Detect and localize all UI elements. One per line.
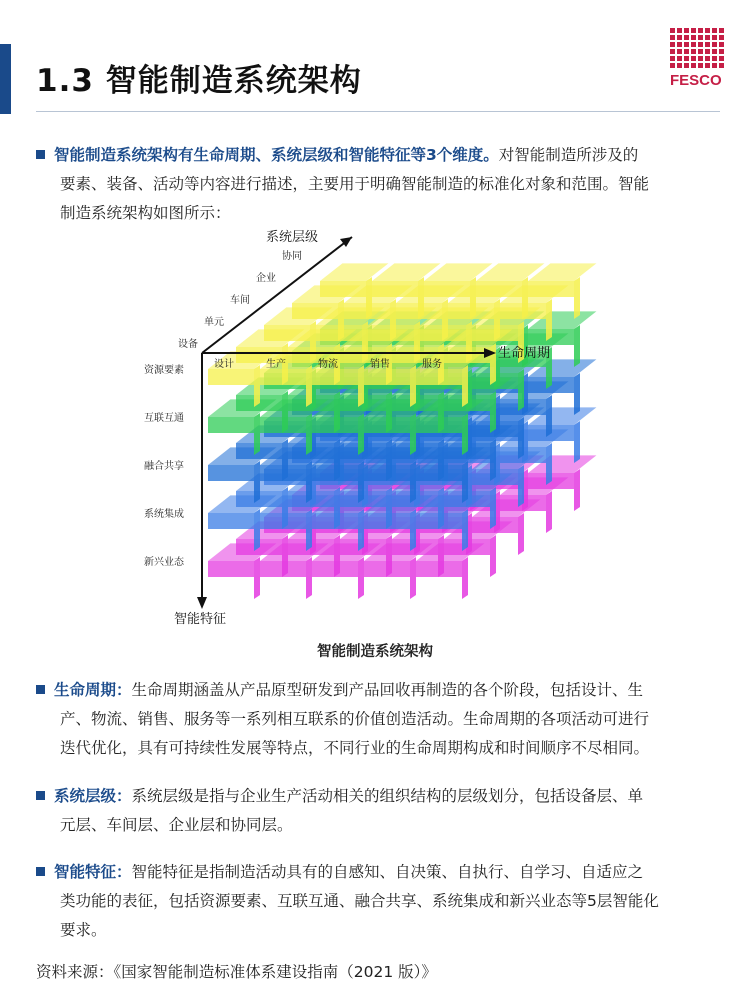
lattice-slab-front <box>312 417 358 433</box>
lattice-slab-front <box>260 561 306 577</box>
lattice-slab-fin <box>410 509 416 551</box>
lattice-slab-fin <box>546 299 552 341</box>
lattice-slab-front <box>416 369 462 385</box>
intro-paragraph <box>36 141 716 228</box>
section-lifecycle <box>36 676 716 763</box>
lattice-slab-front <box>364 561 410 577</box>
lattice-slab-fin <box>254 509 260 551</box>
lattice-slab-fin <box>358 557 364 599</box>
intelligence-feature-label: 新兴业态 <box>144 557 184 568</box>
section-lifecycle-line2: 产、物流、销售、服务等一系列相互联系的价值创造活动。生命周期的各项活动可进行 <box>60 710 650 728</box>
lattice-slab-fin <box>254 413 260 455</box>
lifecycle-stage-label: 服务 <box>422 359 442 370</box>
lattice-slab-fin <box>462 461 468 503</box>
lattice-slab-fin <box>518 513 524 555</box>
lattice-slab-fin <box>462 509 468 551</box>
lifecycle-stage-label: 生产 <box>266 359 286 370</box>
lattice-slab-fin <box>358 365 364 407</box>
section-intelligence <box>36 858 716 945</box>
intelligence-feature-label: 融合共享 <box>144 461 184 472</box>
lattice-slab-fin <box>410 365 416 407</box>
fesco-logo <box>670 28 726 89</box>
intro-lead: 智能制造系统架构有生命周期、系统层级和智能特征等3个维度。 <box>54 146 499 164</box>
lattice-slab-front <box>364 417 410 433</box>
diagram-caption: 智能制造系统架构 <box>317 644 433 660</box>
section-lifecycle-line3: 迭代优化，具有可持续性发展等特点，不同行业的生命周期构成和时间顺序不尽相同。 <box>60 739 650 757</box>
lattice-slab-fin <box>306 557 312 599</box>
lattice-slab-fin <box>574 469 580 511</box>
section-intelligence-line2: 类功能的表征，包括资源要素、互联互通、融合共享、系统集成和新兴业态等5层智能化 <box>60 892 659 910</box>
lattice-slab-fin <box>546 443 552 485</box>
lattice-slab-front <box>208 513 254 529</box>
intelligence-feature-label: 互联互通 <box>144 413 184 424</box>
lattice-slab-front <box>312 369 358 385</box>
lattice-slab-fin <box>574 421 580 463</box>
lattice-slab-front <box>364 465 410 481</box>
section-lifecycle-line1: 生命周期涵盖从产品原型研发到产品回收再制造的各个阶段，包括设计、生 <box>131 681 644 699</box>
lattice-slab-fin <box>546 395 552 437</box>
lattice-slab-fin <box>574 325 580 367</box>
system-level-label: 单元 <box>204 317 224 328</box>
lattice-slab-fin <box>306 413 312 455</box>
section-system-levels-line1: 系统层级是指与企业生产活动相关的组织结构的层级划分，包括设备层、单 <box>131 787 644 805</box>
system-level-label: 企业 <box>256 273 276 284</box>
lattice-slab-front <box>208 465 254 481</box>
bullet-square-icon <box>36 867 45 876</box>
lattice-slab-front <box>260 513 306 529</box>
lattice-slab-fin <box>518 465 524 507</box>
lattice-slab-fin <box>358 461 364 503</box>
title-accent-bar <box>0 44 11 114</box>
lattice-slab-fin <box>518 369 524 411</box>
lattice-slab-fin <box>254 461 260 503</box>
lattice-slab-front <box>416 417 462 433</box>
lattice-slab-fin <box>306 509 312 551</box>
title-divider <box>36 111 720 112</box>
section-system-levels-line2: 元层、车间层、企业层和协同层。 <box>60 816 293 834</box>
intelligence-arrowhead <box>197 597 207 609</box>
lifecycle-stage-label: 设计 <box>214 359 234 370</box>
lattice-slab-front <box>208 417 254 433</box>
section-intelligence-lead: 智能特征： <box>54 863 132 881</box>
lattice-slab-fin <box>306 461 312 503</box>
lattice-slab-fin <box>490 439 496 481</box>
lattice-slab-fin <box>254 365 260 407</box>
logo-text: FESCO <box>670 72 722 89</box>
intelligence-axis-label: 智能特征 <box>174 612 227 627</box>
lattice-slab-front <box>208 369 254 385</box>
lattice-slab-fin <box>518 417 524 459</box>
lattice-slab-fin <box>358 413 364 455</box>
lattice-slab-fin <box>358 509 364 551</box>
lattice-slab-front <box>416 513 462 529</box>
bullet-square-icon <box>36 791 45 800</box>
lattice-slab-front <box>416 465 462 481</box>
lattice-slab-fin <box>462 557 468 599</box>
intelligence-feature-label: 资源要素 <box>144 365 184 376</box>
bullet-square-icon <box>36 150 45 159</box>
lattice-slab-front <box>364 513 410 529</box>
architecture-diagram-svg <box>130 225 600 635</box>
lattice-slab-fin <box>410 557 416 599</box>
lattice-slab-front <box>208 561 254 577</box>
lattice-slab-front <box>312 561 358 577</box>
lattice-slab-fin <box>490 535 496 577</box>
bullet-square-icon <box>36 685 45 694</box>
lattice-slab-front <box>260 417 306 433</box>
system-levels-axis-label: 系统层级 <box>266 230 319 245</box>
page-title: 1.3 智能制造系统架构 <box>36 63 362 99</box>
lifecycle-stage-label: 物流 <box>318 359 338 370</box>
intro-text-line3: 制造系统架构如图所示： <box>60 204 231 222</box>
lattice-slab-front <box>312 513 358 529</box>
lattice-slab-fin <box>490 487 496 529</box>
section-system-levels <box>36 782 716 840</box>
section-intelligence-line1: 智能特征是指制造活动具有的自感知、自决策、自执行、自学习、自适应之 <box>131 863 644 881</box>
lattice-slab-front <box>364 369 410 385</box>
lattice-slab-fin <box>490 343 496 385</box>
lattice-slab-front <box>260 369 306 385</box>
lattice-slab-front <box>260 465 306 481</box>
logo-dot-grid <box>670 28 726 68</box>
lattice-slab-fin <box>490 391 496 433</box>
lattice-slab-front <box>416 561 462 577</box>
lattice-slab-fin <box>462 365 468 407</box>
lattice-slab-front <box>312 465 358 481</box>
section-system-levels-lead: 系统层级： <box>54 787 132 805</box>
lattice-slab-fin <box>254 557 260 599</box>
lifecycle-stage-label: 销售 <box>370 359 390 370</box>
lattice-slab-fin <box>574 277 580 319</box>
source-note: 资料来源：《国家智能制造标准体系建设指南（2021 版）》 <box>36 963 437 981</box>
lattice-slab-fin <box>546 491 552 533</box>
system-level-label: 设备 <box>178 339 198 350</box>
intelligence-feature-label: 系统集成 <box>144 509 184 520</box>
section-lifecycle-lead: 生命周期： <box>54 681 132 699</box>
lattice-slab-fin <box>574 373 580 415</box>
section-intelligence-line3: 要求。 <box>60 921 107 939</box>
architecture-diagram <box>130 225 600 635</box>
intro-text-line1: 对智能制造所涉及的 <box>498 146 639 164</box>
lattice-slab-fin <box>410 461 416 503</box>
intro-text-line2: 要素、装备、活动等内容进行描述，主要用于明确智能制造的标准化对象和范围。智能 <box>60 175 650 193</box>
lifecycle-axis-label: 生命周期 <box>498 346 551 361</box>
system-level-label: 协同 <box>282 251 302 262</box>
lattice-slab-fin <box>410 413 416 455</box>
system-level-label: 车间 <box>230 295 250 306</box>
lattice-slab-fin <box>462 413 468 455</box>
lattice-slab-fin <box>306 365 312 407</box>
